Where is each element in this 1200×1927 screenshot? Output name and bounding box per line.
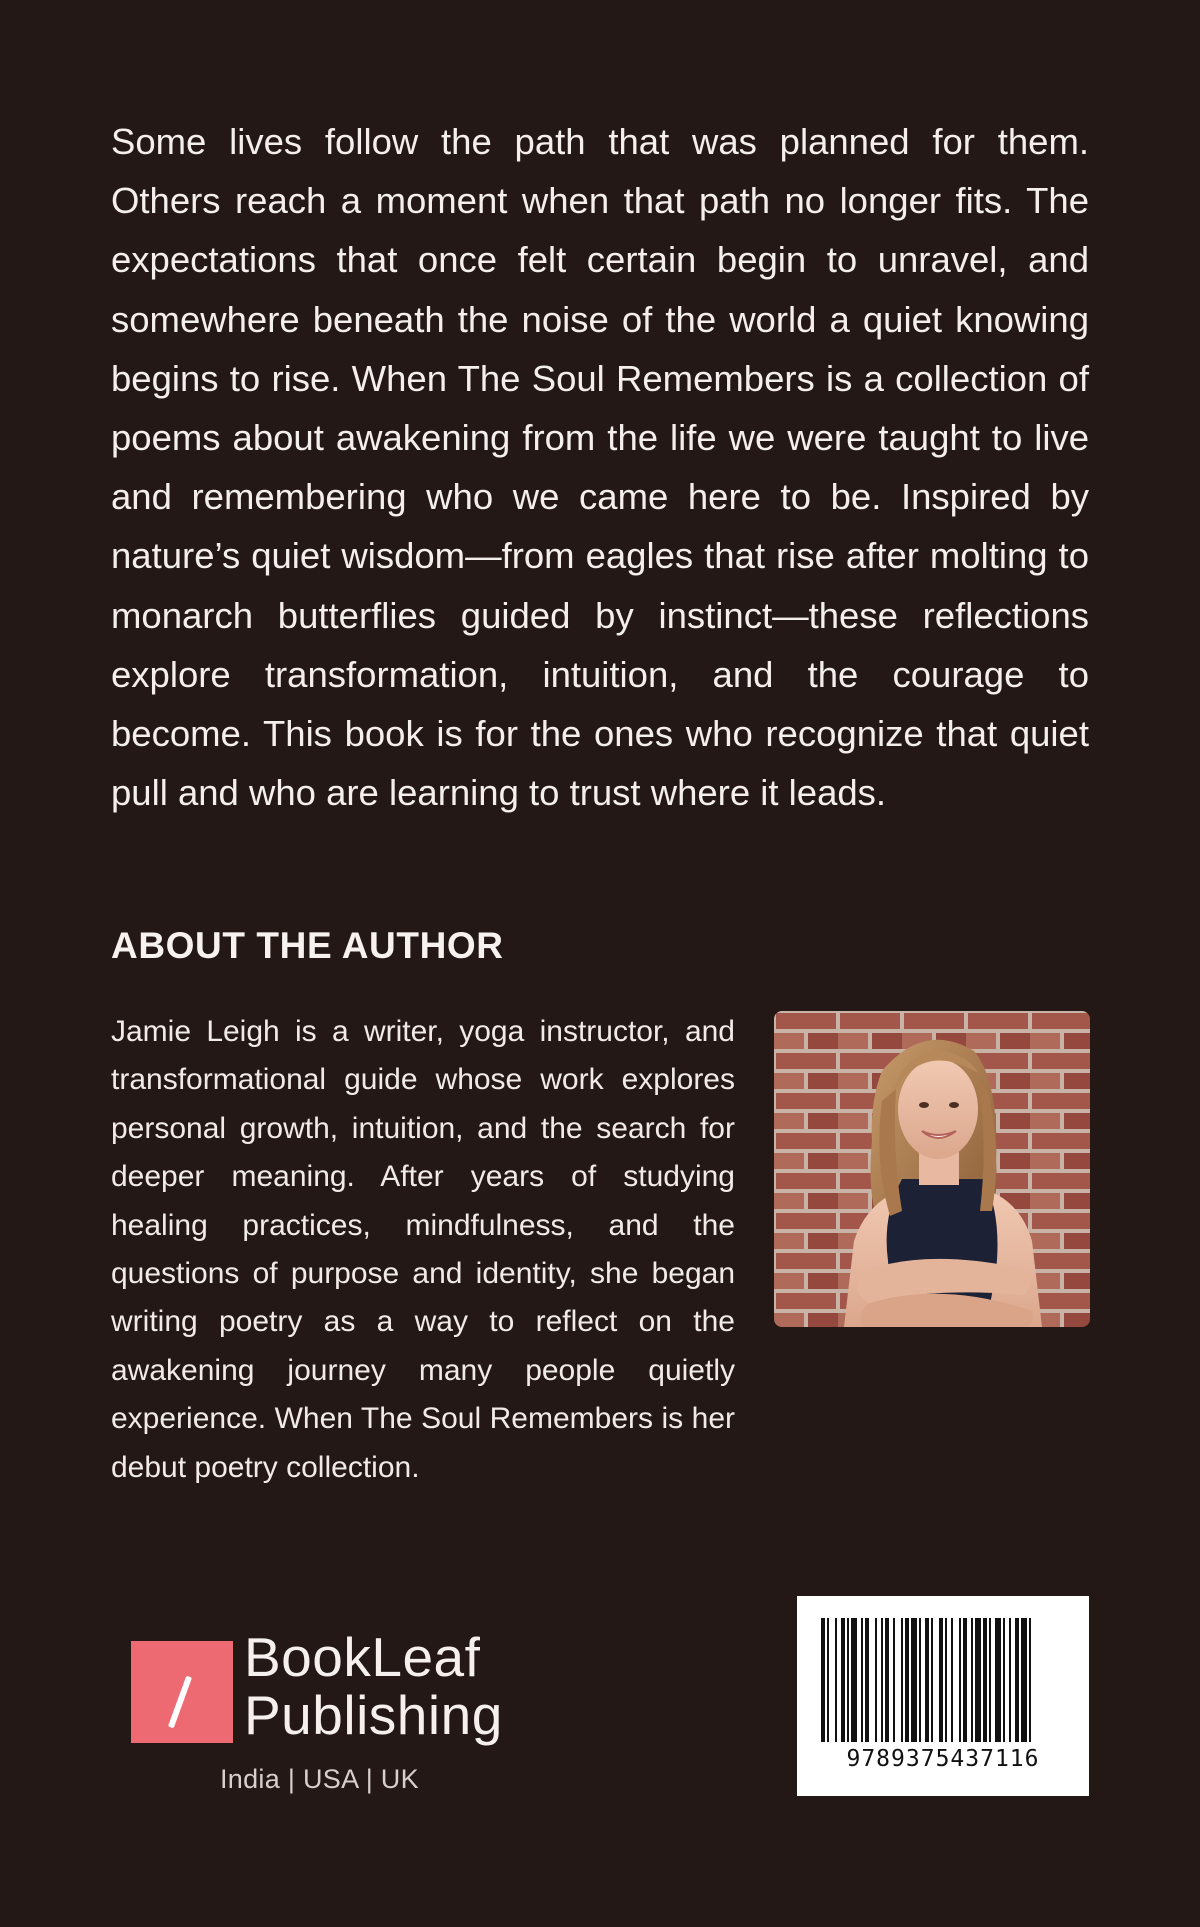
author-photo xyxy=(774,1011,1090,1327)
author-bio: Jamie Leigh is a writer, yoga instructor, and transformational guide whose work explores personal growth, intuition, and the search for deeper meaning. After years of studying healing practices, mindfulness, and the questions of purpose and identity, she began writing poetry as a way to reflect on the awakening journey many people quietly experience. When The Soul Remembers is her debut poetry collection. xyxy=(111,1015,735,1484)
book-blurb: Some lives follow the path that was planned for them. Others reach a moment when that path no longer fits. The expectations that once felt certain begin to unravel, and somewhere beneath the noise of the world a quiet knowing begins to rise. When The Soul Remembers is a collection of poems about awakening from the life we were taught to live and remembering who we came here to be. Inspired by nature’s quiet wisdom—from eagles that rise after molting to monarch butterflies guided by instinct—these reflections explore transformation, intuition, and the courage to become. This book is for the ones who recognize that quiet pull and who are learning to trust where it leads. xyxy=(111,121,1089,814)
isbn-number: 9789375437116 xyxy=(846,1746,1040,1772)
publisher-regions: India | USA | UK xyxy=(220,1764,419,1794)
barcode-bars xyxy=(819,1618,1067,1742)
publisher-name-line2: Publishing xyxy=(244,1684,503,1746)
publisher-logo xyxy=(131,1626,503,1794)
logo-square-icon xyxy=(131,1641,233,1743)
isbn-barcode xyxy=(797,1596,1089,1796)
slash-icon xyxy=(168,1676,192,1729)
about-author-heading: ABOUT THE AUTHOR xyxy=(111,925,504,966)
publisher-name-line1: BookLeaf xyxy=(244,1626,481,1688)
publisher-name xyxy=(244,1628,503,1744)
